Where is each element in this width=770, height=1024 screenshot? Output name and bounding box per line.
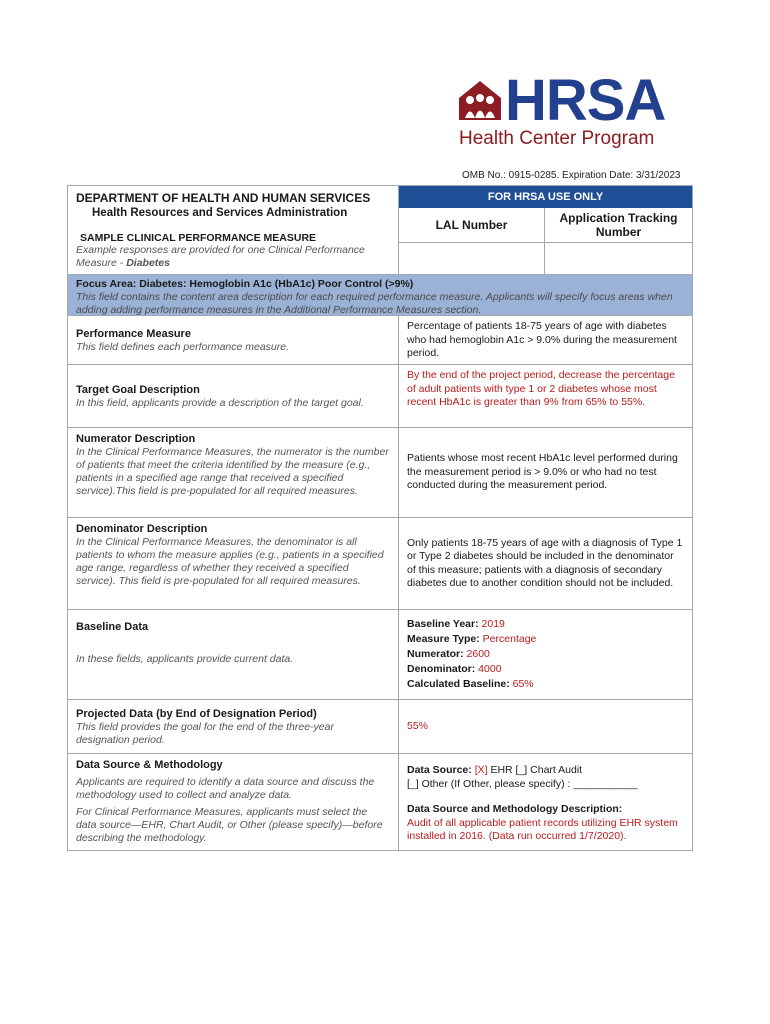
performance-measure-value	[398, 316, 692, 364]
numerator-value	[398, 428, 692, 517]
row-title: Data Source & Methodology	[76, 759, 223, 771]
row-desc: This field provides the goal for the end of the three-year designation period.	[76, 720, 334, 746]
field-label: Calculated Baseline:	[407, 678, 510, 690]
field-value: 2019	[481, 618, 505, 630]
row-data-source	[68, 754, 692, 850]
performance-measure-form	[67, 185, 693, 851]
sample-title: SAMPLE CLINICAL PERFORMANCE MEASURE	[80, 232, 317, 244]
row-denominator	[68, 518, 692, 610]
value-text: Only patients 18-75 years of age with a diagnosis of Type 1 or Type 2 diabetes should be included in the denominator of this measure; patients with a diagnosis of secondary diabetes due to another condition should not be included.	[407, 536, 683, 589]
row-label	[68, 365, 398, 427]
example-note-text: Example responses are provided for one Clinical Performance Measure -	[76, 244, 365, 269]
row-projected-data	[68, 700, 692, 754]
focus-area-band	[68, 275, 692, 316]
data-source-values	[398, 754, 692, 850]
field-value: 2600	[466, 648, 490, 660]
row-title: Baseline Data	[76, 621, 149, 633]
row-title: Target Goal Description	[76, 383, 200, 396]
header-titles	[76, 191, 394, 270]
row-baseline-data	[68, 610, 692, 700]
baseline-year	[407, 617, 684, 632]
data-source-other: [_] Other (If Other, please specify) : ___________	[407, 777, 638, 790]
method-value: Audit of all applicable patient records utilizing EHR system installed in 2016. (Data run occurred 1/7/2020).	[407, 816, 678, 842]
row-desc: In the Clinical Performance Measures, the denominator is all patients to whom the measure applies (e.g., patients in a specified age range, regardless of whether they received a specified service). This field is pre-populated for all required measures.	[76, 536, 384, 587]
row-label	[68, 754, 398, 850]
target-goal-value	[398, 365, 692, 427]
example-note-measure: Diabetes	[126, 257, 170, 269]
field-label: Denominator:	[407, 663, 476, 675]
row-desc: In this field, applicants provide a description of the target goal.	[76, 396, 364, 409]
row-desc: In these fields, applicants provide current data.	[76, 653, 294, 665]
row-desc: In the Clinical Performance Measures, the numerator is the number of patients that meet the criteria identified by the measure (e.g., patients in a specified age range that received a specified service).This field is pre-populated for all required measures.	[76, 446, 389, 497]
row-label	[68, 700, 398, 753]
row-label	[68, 610, 398, 699]
department-title: DEPARTMENT OF HEALTH AND HUMAN SERVICES	[76, 191, 371, 205]
row-target-goal	[68, 365, 692, 428]
field-label: Numerator:	[407, 648, 464, 660]
hrsa-logo	[455, 68, 695, 153]
row-numerator	[68, 428, 692, 518]
value-text: Percentage of patients 18-75 years of age with diabetes who had hemoglobin A1c > 9.0% during the measurement period.	[407, 320, 677, 359]
logo-wordmark: HRSA	[505, 68, 666, 133]
row-label	[68, 428, 398, 517]
focus-area-desc: This field contains the content area description for each required performance measure. Applicants will specify focus areas when adding adding performance measures in the Additional Performance Measures section.	[76, 291, 673, 316]
for-hrsa-use-only: FOR HRSA USE ONLY	[399, 186, 692, 208]
method-label: Data Source and Methodology Description:	[407, 803, 623, 815]
baseline-denominator	[407, 662, 684, 677]
field-value: 65%	[512, 678, 534, 690]
field-value: 4000	[478, 663, 502, 675]
row-label	[68, 518, 398, 609]
field-value: Percentage	[482, 633, 537, 645]
row-desc-2: For Clinical Performance Measures, applicants must select the data source—EHR, Chart Audit, or Other (please specify)—before describing the methodology.	[76, 806, 383, 844]
row-desc: This field defines each performance measure.	[76, 340, 290, 353]
field-label: Data Source:	[407, 764, 472, 776]
agency-title: Health Resources and Services Administration	[92, 207, 348, 219]
value-text: 55%	[407, 719, 429, 732]
calculated-baseline	[407, 677, 684, 692]
row-title: Denominator Description	[76, 523, 208, 535]
value-text: Patients whose most recent HbA1c level performed during the measurement period is > 9.0% or who had no test conducted during the measurement period.	[407, 452, 678, 492]
data-source-options: EHR [_] Chart Audit	[487, 764, 583, 776]
lal-number-field[interactable]	[399, 242, 545, 275]
omb-number: OMB No.: 0915-0285. Expiration Date: 3/31/2023	[462, 170, 681, 181]
row-title: Projected Data (by End of Designation Period)	[76, 707, 317, 720]
projected-value	[398, 700, 692, 753]
example-note	[76, 244, 394, 270]
baseline-numerator	[407, 647, 684, 662]
measure-type	[407, 632, 684, 647]
hrsa-use-only-box	[398, 186, 692, 274]
value-text: By the end of the project period, decrease the percentage of adult patients with type 1 or 2 diabetes whose most recent HbA1c is greater than 9% from 65% to 55%.	[407, 369, 675, 408]
house-people-icon	[455, 78, 505, 124]
data-source-line	[407, 764, 684, 778]
tracking-number-field[interactable]	[545, 242, 692, 275]
row-performance-measure	[68, 316, 692, 365]
row-desc: Applicants are required to identify a data source and discuss the methodology used to collect and analyze data.	[76, 776, 375, 801]
denominator-value	[398, 518, 692, 609]
field-label: Baseline Year:	[407, 618, 479, 630]
field-label: Measure Type:	[407, 633, 480, 645]
row-title: Numerator Description	[76, 433, 196, 445]
ehr-checkbox[interactable]: [X]	[474, 764, 488, 776]
tracking-number-label: Application Tracking Number	[559, 211, 678, 239]
focus-area-title: Focus Area: Diabetes: Hemoglobin A1c (HbA1c) Poor Control (>9%)	[76, 278, 414, 290]
baseline-values	[398, 610, 692, 699]
form-header	[68, 186, 692, 275]
row-label	[68, 316, 398, 364]
row-title: Performance Measure	[76, 327, 191, 340]
lal-number-label: LAL Number	[399, 208, 545, 242]
logo-subtitle: Health Center Program	[459, 128, 655, 149]
